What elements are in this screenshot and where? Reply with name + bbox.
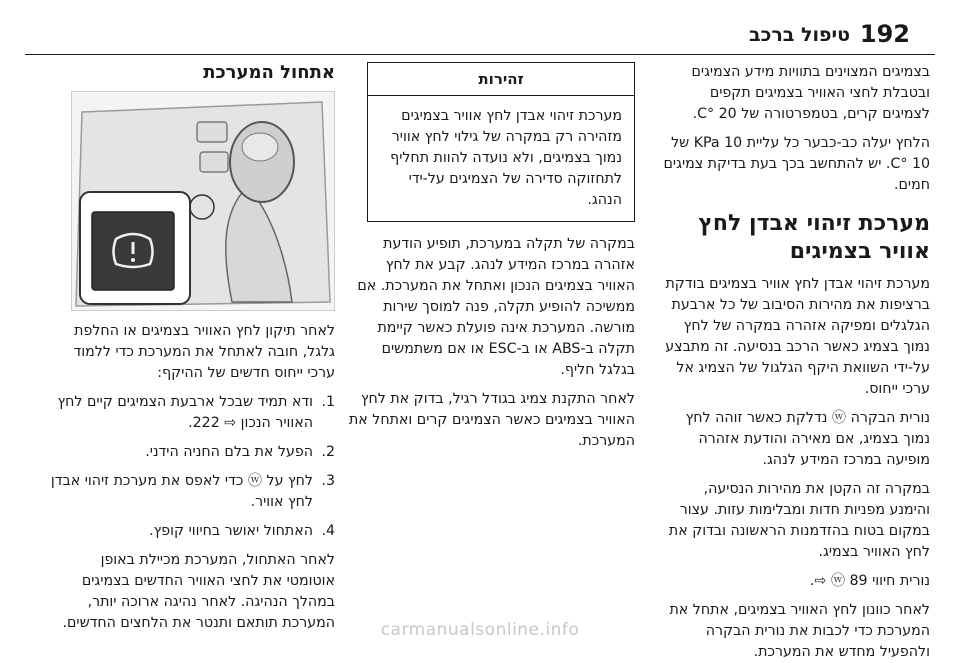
cross-reference: נורית חיווי ⓦ 89 ⇨. — [809, 573, 930, 589]
paragraph: לאחר התקנת צמיג בגודל רגיל, בדוק את לחץ האוויר בצמיגים כאשר הצמיגים קרים ואתחל את המערכת. — [348, 391, 635, 449]
paragraph: מערכת זיהוי אבדן לחץ אוויר בצמיגים בודקת ברציפות את מהירות הסיבוב של כל ארבעת הגלגלים ומפיקה אזהרה במקרה של לחץ נמוך בצמיג כאשר הרכב בנסיעה. זה מתבצע על-ידי השוואת היקף הגלגול של הצמיג אל ערכי ייחוס. — [665, 276, 930, 397]
middle-column — [345, 62, 635, 452]
steps-list — [50, 392, 335, 542]
paragraph: במקרה של תקלה במערכת, תופיע הודעת אזהרה במרכז המידע לנהג. קבע את לחץ האוויר בצמיגים הנכון ואתחל את המערכת. אם ממשיכה להופיע תקלה, פנה למוסך שירות מורשה. המערכת אינה פועלת כאשר קיימת תקלה ב-ABS או ב-ESC או אם משתמשים בגלגל חליף. — [357, 236, 635, 378]
step-number: 1. — [321, 394, 335, 410]
paragraph: במקרה זה הקטן את מהירות הנסיעה, והימנע מפניות חדות ומבלימות עזות. עצור במקום בטוח בהזדמנות הראשונה ובדוק את לחץ האוויר בצמיג. — [668, 481, 930, 560]
section-title: טיפול ברכב — [748, 24, 850, 46]
paragraph: לאחר תיקון לחץ האוויר בצמיגים או החלפת גלגל, חובה לאתחל את המערכת כדי ללמוד ערכי ייחוס חדשים של ההיקף: — [73, 323, 335, 381]
section-heading: אתחול המערכת — [203, 62, 335, 83]
warning-title: זהירות — [368, 63, 634, 96]
page-number: 192 — [859, 20, 910, 48]
step-text: ודא תמיד שבכל ארבעת הצמיגים קיים לחץ האוויר הנכון ⇨ 222. — [57, 394, 313, 431]
step-number: 2. — [321, 444, 335, 460]
list-item — [50, 521, 335, 542]
gear-console-illustration — [72, 92, 334, 310]
paragraph: נורית הבקרה ⓦ נדלקת כאשר זוהה לחץ נמוך בצמיג, אם מאירה והודעת אזהרה מופיעה במרכז המידע לנהג. — [685, 410, 930, 468]
step-text: לחץ על ⓦ כדי לאפס את מערכת זיהוי אבדן לחץ אוויר. — [50, 473, 313, 510]
section-heading: מערכת זיהוי אבדן לחץ אוויר בצמיגים — [698, 211, 930, 264]
watermark: carmanualsonline.info — [380, 620, 580, 640]
step-text: האתחול יאושר בחיווי קופץ. — [149, 523, 313, 539]
left-column — [50, 62, 335, 634]
right-column — [660, 62, 930, 663]
step-number: 3. — [321, 473, 335, 489]
paragraph: הלחץ יעלה כב-כבער כל עליית 10 KPa של 10 °C. יש להתחשב בכך בעת בדיקת צמיגים חמים. — [663, 135, 930, 193]
list-item — [50, 392, 335, 434]
list-item — [50, 471, 335, 513]
paragraph: בצמיגים המצוינים בתוויות מידע הצמיגים ובטבלת לחצי האוויר בצמיגים תקפים לצמיגים קרים, בטמפרטורה של 20 °C. — [691, 64, 930, 122]
header-rule — [25, 54, 935, 55]
warning-body: מערכת זיהוי אבדן לחץ אוויר בצמיגים מזהירה רק במקרה של גילוי לחץ אוויר נמוך בצמיגים, ולא נועדה להוות תחליף לתחזוקה סדירה של הצמיגים על-ידי הנהג. — [390, 108, 622, 208]
paragraph: לאחר האתחול, המערכת מכיילת באופן אוטומטי את לחצי האוויר החדשים בצמיגים במהלך הנהיגה. לאחר נהיגה ארוכה יותר, המערכת תותאם ותנטר את הלחצים החדשים. — [62, 552, 335, 631]
list-item — [50, 442, 335, 463]
paragraph: לאחר כוונון לחץ האוויר בצמיגים, אתחל את המערכת כדי לכבות את נורית הבקרה ולהפעיל מחדש את המערכת. — [669, 602, 930, 660]
step-text: הפעל את בלם החניה הידני. — [145, 444, 313, 460]
page-header — [0, 0, 960, 60]
warning-box — [367, 62, 635, 222]
step-number: 4. — [321, 523, 335, 539]
tpms-button-figure — [71, 91, 335, 311]
